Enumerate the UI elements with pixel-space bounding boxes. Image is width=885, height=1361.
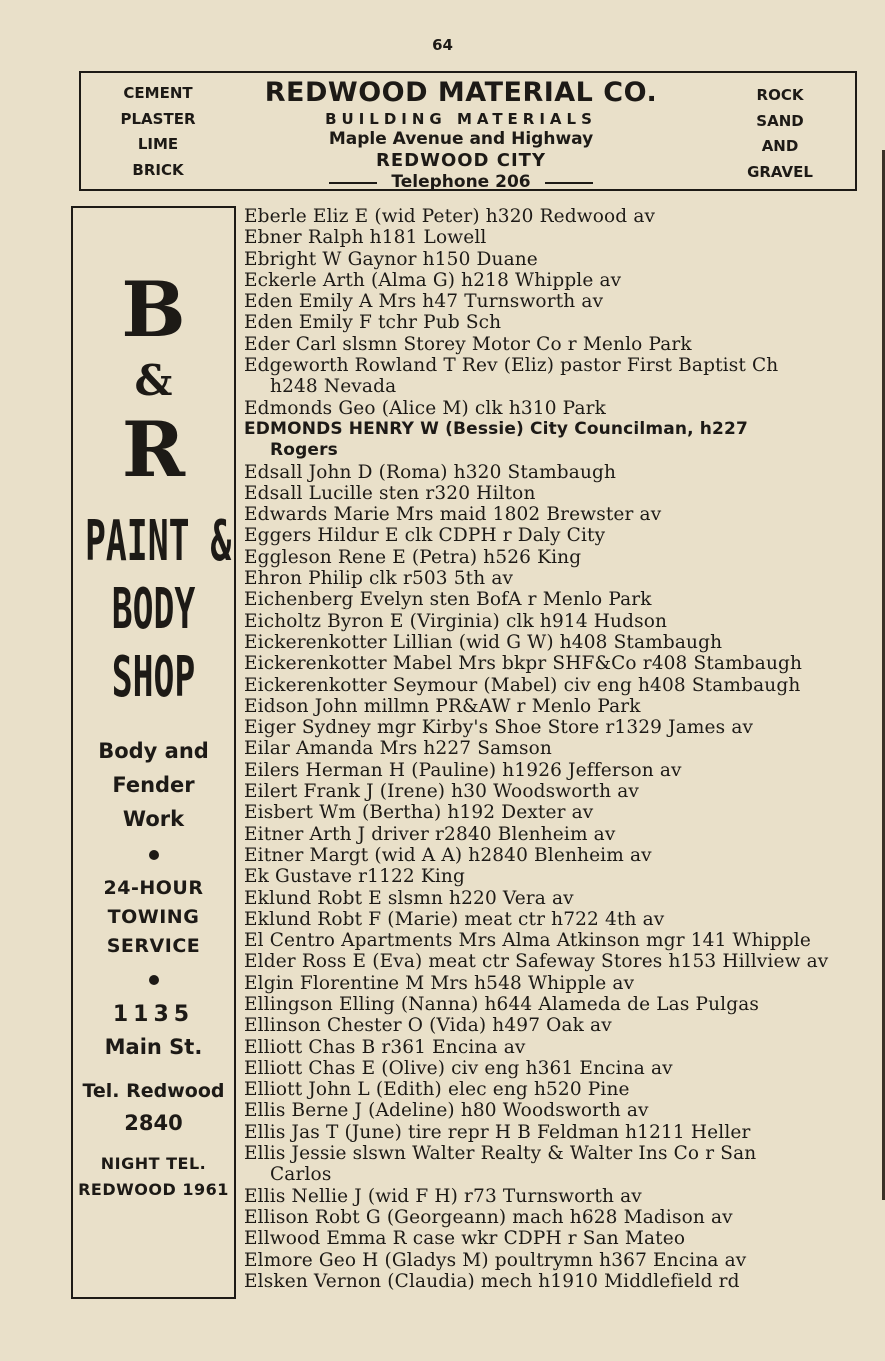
directory-entry bbox=[244, 1143, 859, 1186]
entry-text: Eckerle Arth (Alma G) h218 Whipple av bbox=[244, 269, 622, 291]
directory-entry bbox=[244, 568, 859, 589]
directory-entry bbox=[244, 547, 859, 568]
ad-right-column bbox=[715, 83, 845, 185]
ad-left-item: PLASTER bbox=[120, 109, 196, 128]
entry-text: Eden Emily A Mrs h47 Turnsworth av bbox=[244, 291, 604, 313]
directory-entry bbox=[244, 525, 859, 546]
directory-entry bbox=[244, 504, 859, 525]
ad-letter-b: B bbox=[121, 265, 186, 354]
entry-text: Eden Emily F tchr Pub Sch bbox=[244, 312, 502, 334]
ad-address-number: 1135 bbox=[112, 1002, 195, 1027]
directory-entry bbox=[244, 483, 859, 504]
entry-text: Eilert Frank J (Irene) h30 Woodsworth av bbox=[244, 781, 639, 803]
entry-continuation: h248 Nevada bbox=[270, 376, 397, 398]
directory-entry bbox=[244, 1122, 859, 1143]
ad-work-line: Fender bbox=[112, 773, 195, 797]
directory-entry bbox=[244, 888, 859, 909]
ad-right-item: AND bbox=[761, 137, 799, 155]
bullet-icon bbox=[149, 975, 159, 985]
entry-text: Eiger Sydney mgr Kirby's Shoe Store r1329 James av bbox=[244, 717, 754, 739]
directory-entry bbox=[244, 738, 859, 759]
company-city: REDWOOD CITY bbox=[376, 150, 546, 171]
entry-text: Eidson John millmn PR&AW r Menlo Park bbox=[244, 695, 641, 717]
ad-ampersand: & bbox=[134, 356, 173, 405]
directory-entry bbox=[244, 1100, 859, 1121]
entry-text: Ellingson Elling (Nanna) h644 Alameda de Las Pulgas bbox=[244, 993, 760, 1015]
entry-text: Ellinson Chester O (Vida) h497 Oak av bbox=[244, 1015, 612, 1037]
directory-entry bbox=[244, 845, 859, 866]
entry-text: Eickerenkotter Mabel Mrs bkpr SHF&Co r408 Stambaugh bbox=[244, 653, 803, 675]
entry-text: Elsken Vernon (Claudia) mech h1910 Middlefield rd bbox=[244, 1270, 740, 1292]
entry-text: El Centro Apartments Mrs Alma Atkinson mgr 141 Whipple bbox=[244, 930, 811, 952]
entry-text: Eickerenkotter Lillian (wid G W) h408 Stambaugh bbox=[244, 631, 723, 653]
ad-towing-line: TOWING bbox=[107, 906, 200, 928]
directory-entry bbox=[244, 994, 859, 1015]
entry-text: Ellis Nellie J (wid F H) r73 Turnsworth av bbox=[244, 1185, 642, 1207]
directory-entry bbox=[244, 1228, 859, 1249]
entry-text: Edmonds Geo (Alice M) clk h310 Park bbox=[244, 397, 606, 419]
entry-text: Eickerenkotter Seymour (Mabel) civ eng h408 Stambaugh bbox=[244, 674, 801, 696]
directory-entry bbox=[244, 1037, 859, 1058]
directory-entry bbox=[244, 589, 859, 610]
directory-entry bbox=[244, 866, 859, 887]
directory-entry bbox=[244, 1015, 859, 1036]
body-shop-ad bbox=[71, 206, 236, 1299]
entry-text: Eder Carl slsmn Storey Motor Co r Menlo Park bbox=[244, 333, 692, 355]
directory-listing bbox=[244, 206, 859, 1292]
entry-text: Eggleson Rene E (Petra) h526 King bbox=[244, 546, 582, 568]
entry-text: Edsall John D (Roma) h320 Stambaugh bbox=[244, 461, 617, 483]
directory-entry bbox=[244, 973, 859, 994]
ad-left-column bbox=[93, 81, 223, 183]
directory-entry bbox=[244, 334, 859, 355]
entry-text: Elgin Florentine M Mrs h548 Whipple av bbox=[244, 972, 635, 994]
directory-entry bbox=[244, 206, 859, 227]
entry-text: Eitner Arth J driver r2840 Blenheim av bbox=[244, 823, 616, 845]
company-tagline: BUILDING MATERIALS bbox=[325, 110, 597, 128]
entry-text: Eklund Robt E slsmn h220 Vera av bbox=[244, 887, 574, 909]
entry-text: Eilers Herman H (Pauline) h1926 Jefferson av bbox=[244, 759, 682, 781]
directory-entry bbox=[244, 1250, 859, 1271]
directory-entry bbox=[244, 249, 859, 270]
entry-text: Edwards Marie Mrs maid 1802 Brewster av bbox=[244, 504, 662, 526]
directory-entry bbox=[244, 760, 859, 781]
directory-entry bbox=[244, 802, 859, 823]
directory-entry bbox=[244, 717, 859, 738]
directory-entry bbox=[244, 951, 859, 972]
entry-text: Eberle Eliz E (wid Peter) h320 Redwood av bbox=[244, 206, 656, 227]
directory-entry bbox=[244, 227, 859, 248]
directory-entry bbox=[244, 1186, 859, 1207]
company-street: Maple Avenue and Highway bbox=[328, 129, 594, 149]
divider bbox=[329, 182, 377, 184]
entry-text: Ehron Philip clk r503 5th av bbox=[244, 568, 514, 590]
entry-text: Ebright W Gaynor h150 Duane bbox=[244, 248, 538, 270]
ad-shop: SHOP bbox=[111, 645, 196, 710]
ad-towing-line: SERVICE bbox=[106, 935, 201, 957]
ad-letter-r: R bbox=[121, 405, 186, 494]
entry-text: Ebner Ralph h181 Lowell bbox=[244, 227, 487, 249]
ad-right-item: SAND bbox=[756, 111, 804, 130]
directory-entry bbox=[244, 611, 859, 632]
entry-text: Eggers Hildur E clk CDPH r Daly City bbox=[244, 525, 606, 547]
ad-towing-line: 24-HOUR bbox=[103, 877, 204, 899]
entry-text: Ellis Jas T (June) tire repr H B Feldman h1211 Heller bbox=[244, 1121, 751, 1143]
company-name: REDWOOD MATERIAL CO. bbox=[264, 77, 658, 108]
entry-text: Elliott Chas E (Olive) civ eng h361 Encina av bbox=[244, 1057, 673, 1079]
ad-center bbox=[231, 77, 691, 193]
directory-entry bbox=[244, 909, 859, 930]
directory-entry bbox=[244, 462, 859, 483]
directory-entry bbox=[244, 1271, 859, 1292]
ad-left-item: LIME bbox=[137, 135, 179, 153]
directory-entry bbox=[244, 291, 859, 312]
directory-entry bbox=[244, 312, 859, 333]
ad-night-label: NIGHT TEL. bbox=[100, 1154, 207, 1173]
entry-text: EDMONDS HENRY W (Bessie) City Councilman, h227 bbox=[244, 418, 748, 439]
company-phone: Telephone 206 bbox=[391, 172, 531, 192]
ad-paint: PAINT & bbox=[84, 509, 232, 574]
entry-text: Ellison Robt G (Georgeann) mach h628 Madison av bbox=[244, 1206, 733, 1228]
directory-entry bbox=[244, 1058, 859, 1079]
entry-text: Eilar Amanda Mrs h227 Samson bbox=[244, 738, 552, 760]
entry-text: Edsall Lucille sten r320 Hilton bbox=[244, 482, 536, 504]
entry-text: Edgeworth Rowland T Rev (Eliz) pastor First Baptist Ch bbox=[244, 355, 779, 377]
directory-entry bbox=[244, 419, 859, 462]
entry-text: Ellis Berne J (Adeline) h80 Woodsworth av bbox=[244, 1100, 649, 1122]
bullet-icon bbox=[149, 850, 159, 860]
company-phone-line bbox=[231, 172, 691, 193]
directory-entry bbox=[244, 1079, 859, 1100]
entry-text: Eicholtz Byron E (Virginia) clk h914 Hudson bbox=[244, 610, 668, 632]
directory-entry bbox=[244, 632, 859, 653]
directory-entry bbox=[244, 398, 859, 419]
ad-right-item: ROCK bbox=[756, 86, 804, 104]
entry-text: Ellwood Emma R case wkr CDPH r San Mateo bbox=[244, 1228, 686, 1250]
entry-text: Ek Gustave r1122 King bbox=[244, 866, 465, 888]
directory-entry bbox=[244, 355, 859, 398]
ad-tel-label: Tel. Redwood bbox=[82, 1080, 225, 1102]
directory-entry bbox=[244, 653, 859, 674]
ad-address-street: Main St. bbox=[104, 1035, 203, 1059]
entry-continuation: Carlos bbox=[270, 1164, 332, 1186]
entry-text: Eisbert Wm (Bertha) h192 Dexter av bbox=[244, 802, 594, 824]
redwood-material-ad bbox=[79, 71, 857, 191]
entry-continuation: Rogers bbox=[270, 440, 338, 461]
directory-entry bbox=[244, 930, 859, 951]
directory-entry bbox=[244, 696, 859, 717]
divider bbox=[545, 182, 593, 184]
directory-entry bbox=[244, 1207, 859, 1228]
ad-night-number: REDWOOD 1961 bbox=[78, 1180, 229, 1199]
ad-left-item: BRICK bbox=[132, 160, 184, 179]
page-number: 64 bbox=[432, 36, 453, 54]
directory-entry bbox=[244, 824, 859, 845]
directory-entry bbox=[244, 781, 859, 802]
ad-tel-number: 2840 bbox=[124, 1111, 183, 1135]
entry-text: Elliott John L (Edith) elec eng h520 Pine bbox=[244, 1079, 630, 1101]
directory-entry bbox=[244, 270, 859, 291]
entry-text: Elmore Geo H (Gladys M) poultrymn h367 Encina av bbox=[244, 1249, 747, 1271]
entry-text: Eklund Robt F (Marie) meat ctr h722 4th av bbox=[244, 908, 665, 930]
entry-text: Ellis Jessie slswn Walter Realty & Walter Ins Co r San bbox=[244, 1143, 757, 1165]
entry-text: Elder Ross E (Eva) meat ctr Safeway Stores h153 Hillview av bbox=[244, 951, 829, 973]
ad-right-item: GRAVEL bbox=[747, 162, 813, 181]
entry-text: Elliott Chas B r361 Encina av bbox=[244, 1036, 526, 1058]
entry-text: Eichenberg Evelyn sten BofA r Menlo Park bbox=[244, 589, 652, 611]
ad-left-item: CEMENT bbox=[123, 84, 193, 102]
ad-body: BODY bbox=[111, 577, 196, 642]
ad-work-line: Work bbox=[122, 807, 185, 831]
directory-entry bbox=[244, 675, 859, 696]
entry-text: Eitner Margt (wid A A) h2840 Blenheim av bbox=[244, 844, 652, 866]
ad-work-line: Body and bbox=[98, 739, 209, 763]
